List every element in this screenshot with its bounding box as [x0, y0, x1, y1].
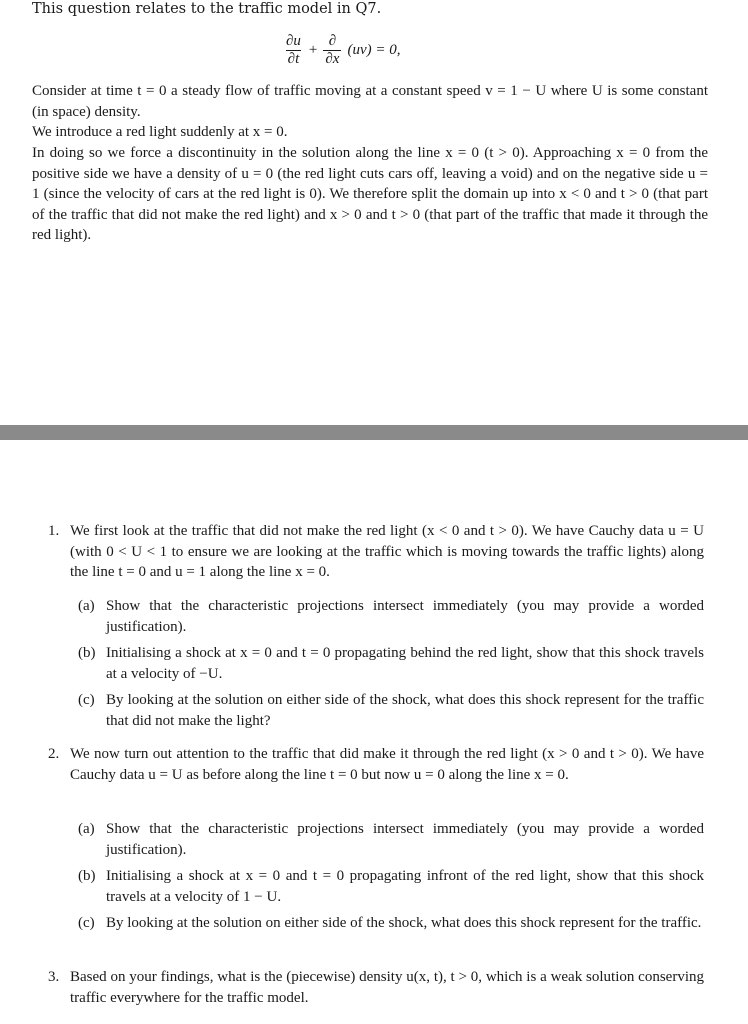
flux-term: (uv) = 0, [347, 42, 401, 58]
question-1b [78, 643, 704, 684]
question-text: Based on your findings, what is the (piecewise) density u(x, t), t > 0, which is a weak solution conserving traffic everywhere for the traffic model. [70, 969, 704, 1006]
part-label: (b) [78, 645, 96, 661]
part-label: (c) [78, 692, 95, 708]
part-label: (b) [78, 868, 96, 884]
question-2c [78, 913, 704, 934]
plus-sign: + [308, 42, 318, 58]
question-3 [48, 967, 704, 1008]
question-1 [48, 521, 704, 583]
part-text: Show that the characteristic projections intersect immediately (you may provide a worded justification). [106, 598, 704, 635]
question-2b [78, 866, 704, 907]
setup-paragraph: Consider at time t = 0 a steady flow of traffic moving at a constant speed v = 1 − U where U is some constant (in space) density. [32, 83, 708, 120]
part-text: By looking at the solution on either side of the shock, what does this shock represent for the traffic that did not make the light? [106, 692, 704, 729]
part-text: Initialising a shock at x = 0 and t = 0 propagating behind the red light, show that this shock travels at a velocity of −U. [106, 645, 704, 682]
d-dx-fraction [323, 33, 341, 68]
question-2a [78, 819, 704, 860]
question-number: 1. [48, 523, 60, 539]
du-dt-fraction [284, 33, 303, 68]
question-text: We now turn out attention to the traffic that did make it through the red light (x > 0 and t > 0). We have Cauchy data u = U as before along the line t = 0 but now u = 0 along the line x = 0. [70, 746, 704, 783]
question-number: 3. [48, 969, 60, 985]
page-divider [0, 425, 748, 440]
part-label: (a) [78, 821, 95, 837]
top-page-section [0, 0, 748, 425]
part-text: Show that the characteristic projections intersect immediately (you may provide a worded justification). [106, 821, 704, 858]
part-label: (c) [78, 915, 95, 931]
discontinuity-paragraph: In doing so we force a discontinuity in the solution along the line x = 0 (t > 0). Approaching x = 0 from the positive side we have a density of u = 0 (the red light cuts cars off, leaving a void) and on the negative side u = 1 (since the velocity of cars at the red light is 0). We therefore split the domain up into x < 0 and t > 0 (that part of the traffic that did not make the red light) and x > 0 and t > 0 (that part of the traffic that made it through the red light). [32, 145, 708, 244]
question-text: We first look at the traffic that did not make the red light (x < 0 and t > 0). We have Cauchy data u = U (with 0 < U < 1 to ensure we are looking at the traffic which is moving towards the traffic lights) along the line t = 0 and u = 1 along the line x = 0. [70, 523, 704, 581]
part-text: Initialising a shock at x = 0 and t = 0 propagating infront of the red light, show that this shock travels at a velocity of 1 − U. [106, 868, 704, 905]
question-1c [78, 690, 704, 731]
question-1a [78, 596, 704, 637]
question-2 [48, 744, 704, 785]
conservation-equation [284, 33, 401, 68]
question-number: 2. [48, 746, 60, 762]
part-label: (a) [78, 598, 95, 614]
red-light-paragraph: We introduce a red light suddenly at x = 0. [32, 124, 288, 140]
fraction-denominator: ∂t [287, 51, 300, 67]
fraction-denominator: ∂x [325, 51, 340, 67]
intro-line: This question relates to the traffic model in Q7. [32, 1, 382, 17]
fraction-numerator: ∂u [286, 33, 301, 49]
part-text: By looking at the solution on either side of the shock, what does this shock represent for the traffic. [106, 915, 702, 931]
fraction-numerator: ∂ [328, 33, 337, 49]
